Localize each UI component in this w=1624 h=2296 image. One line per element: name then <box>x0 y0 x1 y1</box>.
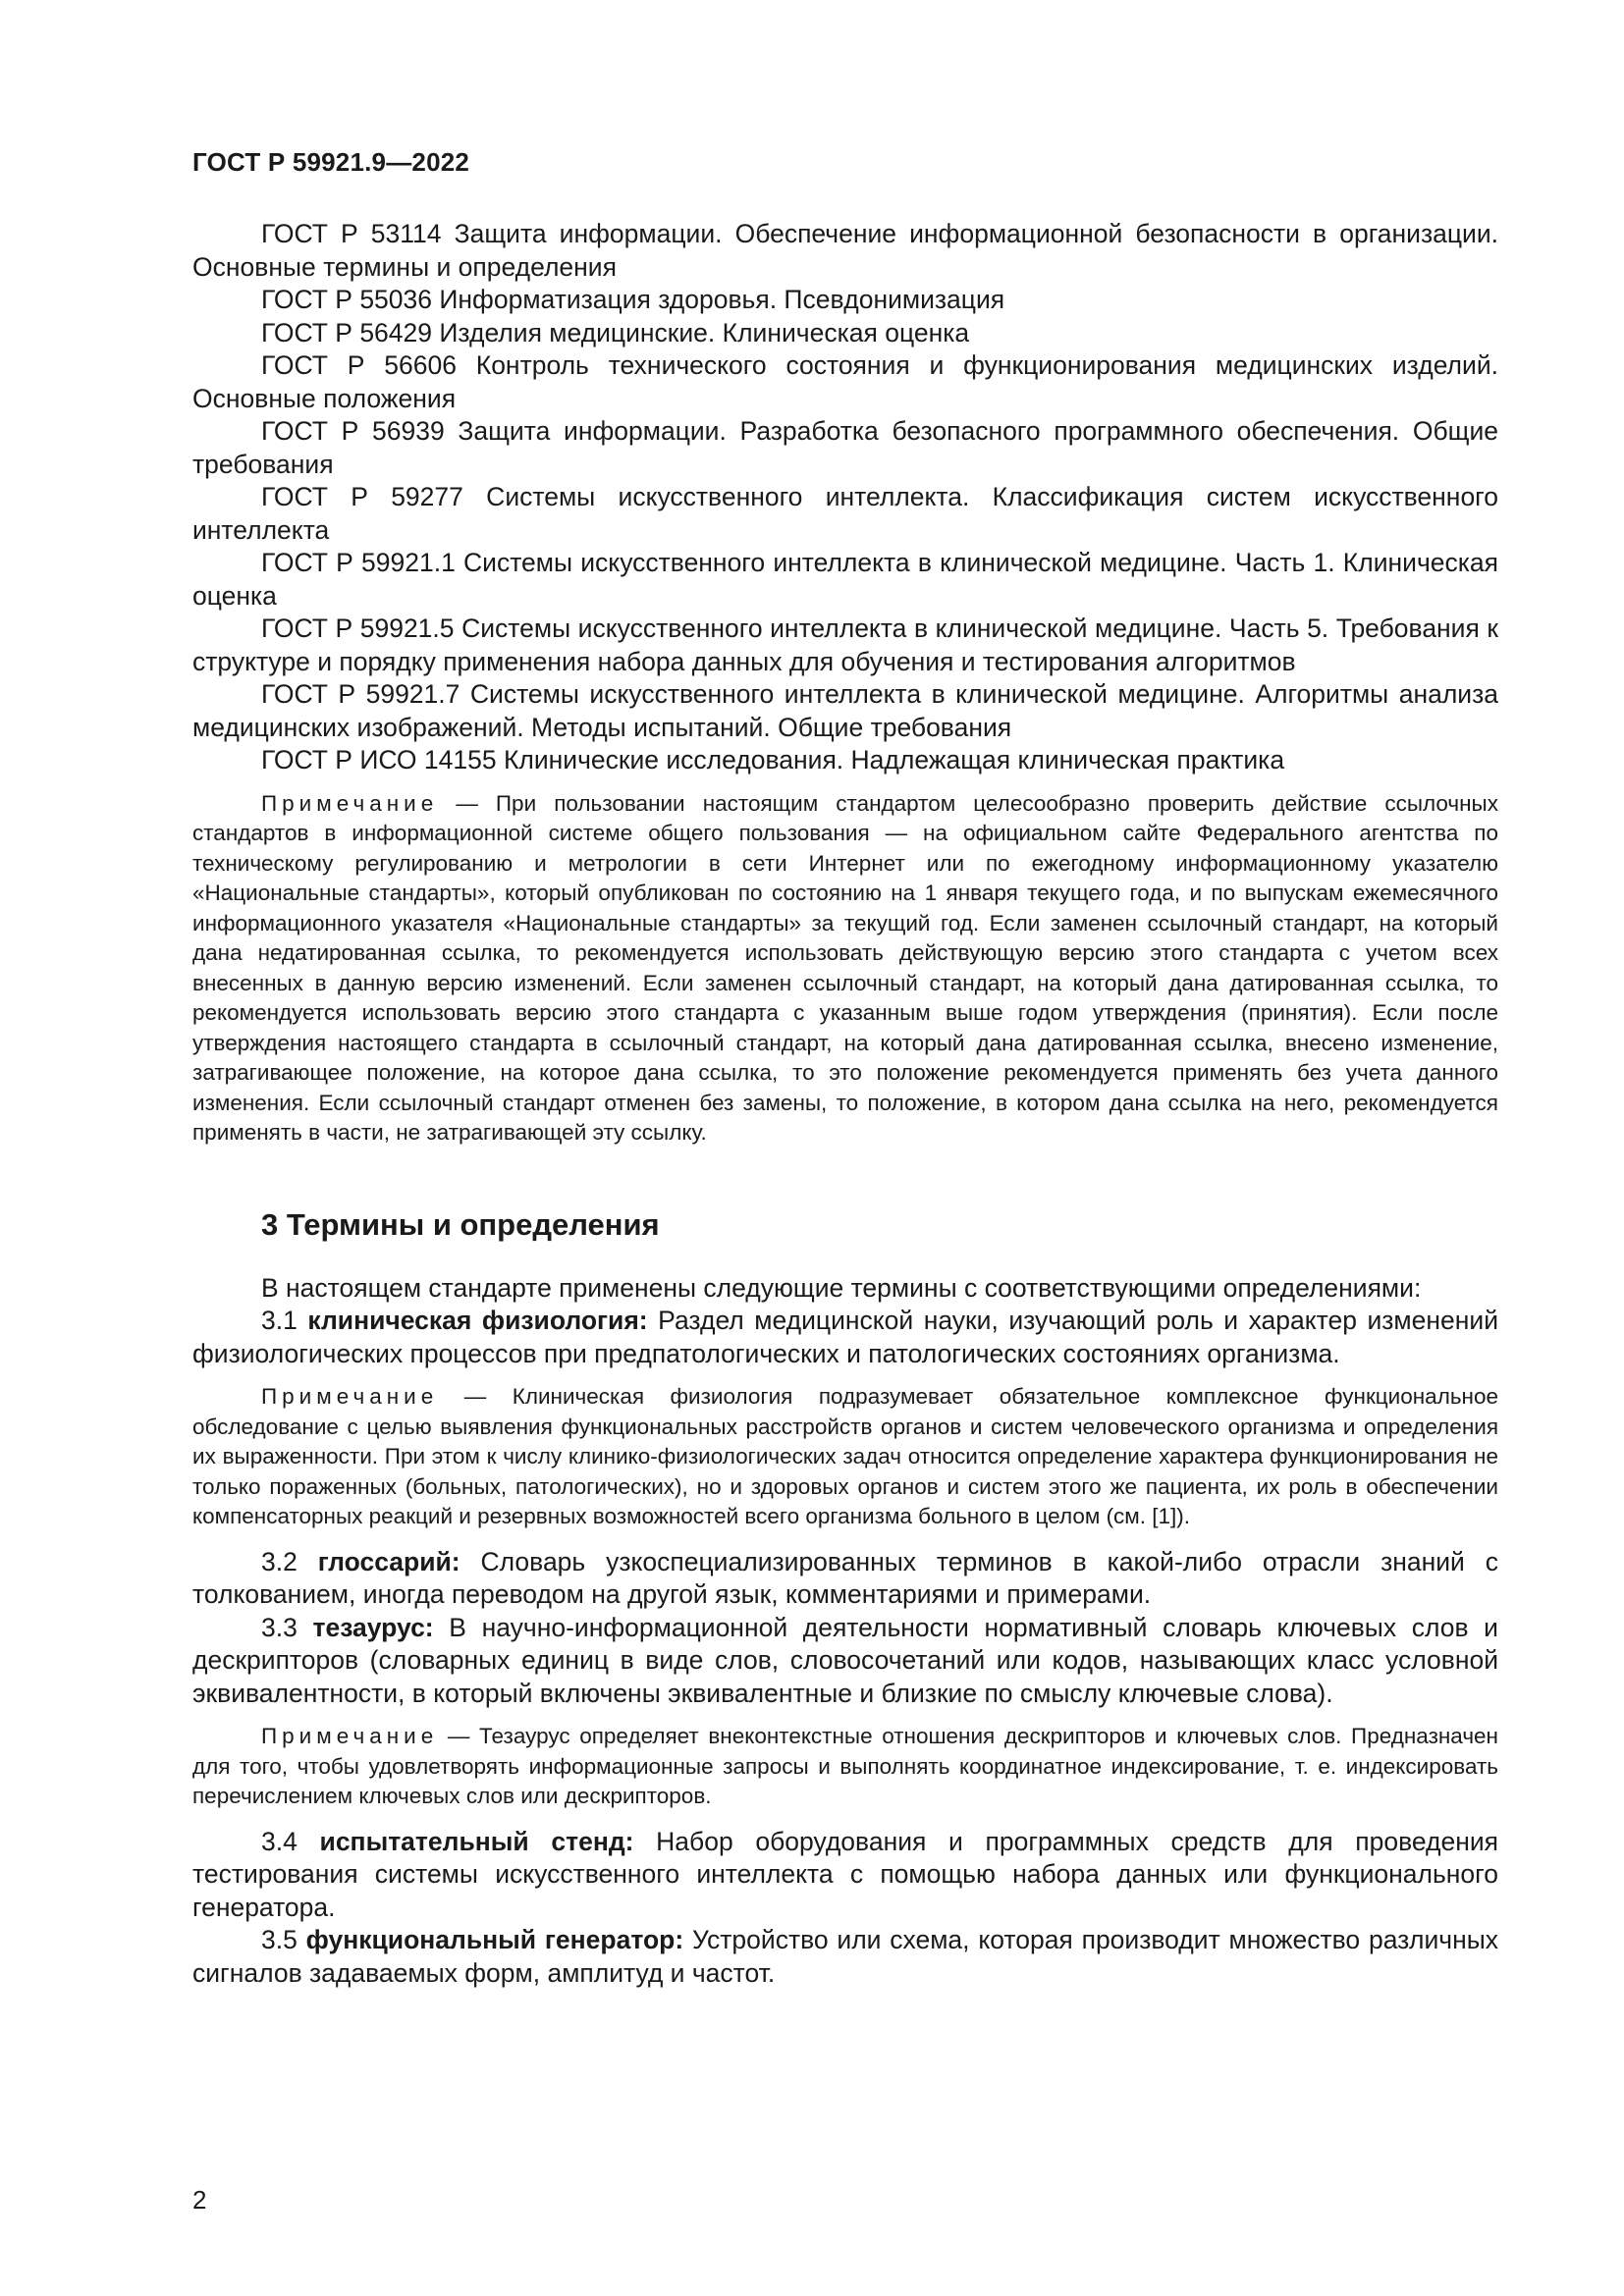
note-text: — Тезаурус определяет внеконтекстные отношения дескрипторов и ключевых слов. Предназначен для того, чтобы удовлетворять информационные запросы и выполнять координатное индексирование, т. е. индексировать перечислением ключевых слов или дескрипторов. <box>192 1724 1498 1808</box>
reference-item: ГОСТ Р 56606 Контроль технического состояния и функционирования медицинских изделий. Основные положения <box>192 350 1498 413</box>
reference-item: ГОСТ Р 56429 Изделия медицинские. Клиническая оценка <box>261 317 970 347</box>
reference-item: ГОСТ Р 55036 Информатизация здоровья. Псевдонимизация <box>261 285 1005 314</box>
term-entry <box>192 1924 1498 1990</box>
term-definition: В научно-информационной деятельности нормативный словарь ключевых слов и дескрипторов (словарных единиц в виде слов, словосочетаний или кодов, называющих класс условной эквивалентности, в который включены эквивалентные и близкие по смыслу ключевые слова). <box>192 1612 1498 1708</box>
term-name: глоссарий: <box>317 1546 460 1576</box>
reference-item: ГОСТ Р 59921.7 Системы искусственного интеллекта в клинической медицине. Алгоритмы анализа медицинских изображений. Методы испытаний. Общие требования <box>192 679 1498 742</box>
term-name: испытательный стенд: <box>319 1826 634 1856</box>
note-label: Примечание <box>261 790 439 816</box>
document-page <box>192 0 1498 2296</box>
section-title: 3 Термины и определения <box>261 1206 660 1242</box>
term-note <box>192 1382 1498 1532</box>
note-label: Примечание <box>261 1724 439 1748</box>
reference-item: ГОСТ Р 59921.1 Системы искусственного интеллекта в клинической медицине. Часть 1. Клиническая оценка <box>192 548 1498 611</box>
reference-item: ГОСТ Р 53114 Защита информации. Обеспечение информационной безопасности в организации. Основные термины и определения <box>192 219 1498 282</box>
note-text: — Клиническая физиология подразумевает обязательное комплексное функциональное обследование с целью выявления функциональных расстройств органов и систем человеческого организма и определения их выраженности. При этом к числу клинико-физиологических задач относится определение характера функционирования не только пораженных (больных, патологических), но и здоровых органов и систем этого же пациента, их роль в обеспечении компенсаторных реакций и резервных возможностей всего организма больного в целом (см. [1]). <box>192 1384 1498 1528</box>
references-list <box>192 218 1498 777</box>
term-entry <box>192 1305 1498 1370</box>
reference-item: ГОСТ Р 59921.5 Системы искусственного интеллекта в клинической медицине. Часть 5. Требования к структуре и порядку применения набора данных для обучения и тестирования алгоритмов <box>192 614 1498 676</box>
term-name: клиническая физиология: <box>307 1306 648 1335</box>
term-definition: Набор оборудования и программных средств для проведения тестирования системы искусственного интеллекта с помощью набора данных или функционального генератора. <box>192 1826 1498 1922</box>
references-note <box>192 789 1498 1148</box>
term-definition: Устройство или схема, которая производит множество различных сигналов задаваемых форм, амплитуд и частот. <box>192 1925 1499 1988</box>
term-number: 3.2 <box>261 1546 298 1576</box>
term-number: 3.5 <box>261 1925 298 1954</box>
section-intro: В настоящем стандарте применены следующие термины с соответствующими определениями: <box>261 1272 1422 1303</box>
document-header: ГОСТ Р 59921.9—2022 <box>192 147 470 177</box>
note-label: Примечание <box>261 1384 439 1409</box>
term-entry <box>192 1546 1498 1612</box>
term-definition: Словарь узкоспециализированных терминов в какой-либо отрасли знаний с толкованием, иногда переводом на другой язык, комментариями и примерами. <box>192 1546 1498 1609</box>
term-name: функциональный генератор: <box>305 1925 684 1954</box>
page-number: 2 <box>192 2185 207 2215</box>
term-number: 3.3 <box>261 1612 298 1642</box>
reference-item: ГОСТ Р 56939 Защита информации. Разработка безопасного программного обеспечения. Общие требования <box>192 416 1498 479</box>
reference-item: ГОСТ Р 59277 Системы искусственного интеллекта. Классификация систем искусственного интеллекта <box>192 482 1498 545</box>
note-text: — При пользовании настоящим стандартом целесообразно проверить действие ссылочных стандартов в информационной системе общего пользования — на официальном сайте Федерального агентства по техническому регулированию и метрологии в сети Интернет или по ежегодному информационному указателю «Национальные стандарты», который опубликован по состоянию на 1 января текущего года, и по выпускам ежемесячного информационного указателя «Национальные стандарты» за текущий год. Если заменен ссылочный стандарт, на который дана недатированная ссылка, то рекомендуется использовать действующую версию этого стандарта с учетом всех внесенных в данную версию изменений. Если заменен ссылочный стандарт, на который дана датированная ссылка, то рекомендуется использовать версию этого стандарта с указанным выше годом утверждения (принятия). Если после утверждения настоящего стандарта в ссылочный стандарт, на который дана датированная ссылка, внесено изменение, затрагивающее положение, на которое дана ссылка, то это положение рекомендуется применять без учета данного изменения. Если ссылочный стандарт отменен без замены, то положение, в котором дана ссылка на него, рекомендуется применять в части, не затрагивающей эту ссылку. <box>192 790 1498 1145</box>
reference-item: ГОСТ Р ИСО 14155 Клинические исследования. Надлежащая клиническая практика <box>261 745 1285 774</box>
term-number: 3.4 <box>261 1826 298 1856</box>
document-body <box>192 218 1498 1990</box>
term-entry <box>192 1826 1498 1925</box>
term-name: тезаурус: <box>312 1612 434 1642</box>
term-note <box>192 1722 1498 1812</box>
term-number: 3.1 <box>261 1306 298 1335</box>
term-definition: Раздел медицинской науки, изучающий роль и характер изменений физиологических процессов при предпатологических и патологических состояниях организма. <box>192 1306 1498 1368</box>
term-entry <box>192 1612 1498 1711</box>
